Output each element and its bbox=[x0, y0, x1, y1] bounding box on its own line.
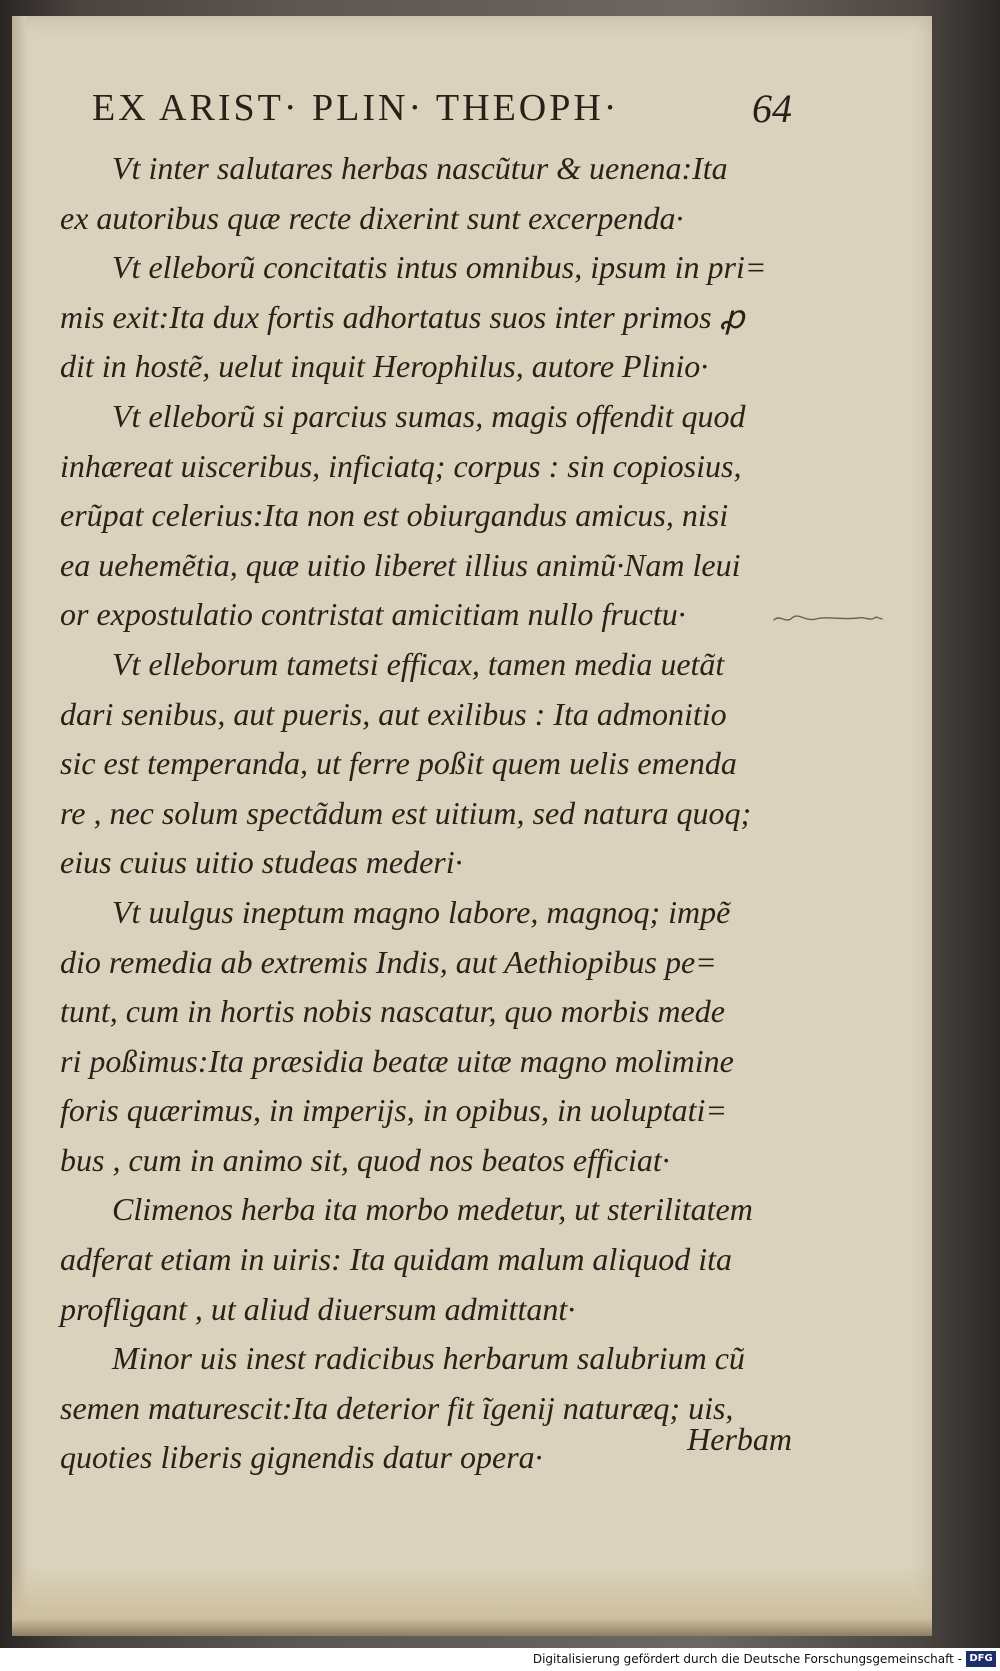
text-line: profligant , ut aliud diuersum admittant· bbox=[60, 1290, 576, 1327]
text-line: or expostulatio contristat amicitiam nullo fructu· bbox=[60, 596, 686, 633]
text-line: tunt, cum in hortis nobis nascatur, quo morbis mede bbox=[60, 993, 725, 1030]
text-line: inhæreat uisceribus, inficiatq; corpus : sin copiosius, bbox=[60, 447, 742, 484]
funding-credit: Digitalisierung gefördert durch die Deutsche Forschungsgemeinschaft - bbox=[532, 1652, 962, 1666]
text-line: erũpat celerius:Ita non est obiurgandus amicus, nisi bbox=[60, 497, 729, 534]
text-line: foris quærimus, in imperijs, in opibus, in uoluptati= bbox=[60, 1092, 727, 1129]
page-bottom-edge bbox=[12, 1566, 932, 1636]
text-line: quoties liberis gignendis datur opera· bbox=[60, 1439, 543, 1476]
text-line: dio remedia ab extremis Indis, aut Aethiopibus pe= bbox=[60, 943, 717, 980]
text-line: re , nec solum spectãdum est uitium, sed natura quoq; bbox=[60, 794, 752, 831]
book-page bbox=[12, 16, 932, 1636]
text-line: bus , cum in animo sit, quod nos beatos efficiat· bbox=[60, 1141, 670, 1178]
text-line: adferat etiam in uiris: Ita quidam malum aliquod ita bbox=[60, 1241, 732, 1278]
dfg-logo: DFG bbox=[966, 1651, 996, 1667]
text-line: ea uehemẽtia, quæ uitio liberet illius animũ·Nam leui bbox=[60, 546, 741, 583]
text-line: eius cuius uitio studeas mederi· bbox=[60, 844, 463, 881]
page-gutter-shadow bbox=[12, 16, 26, 1636]
text-line: Vt elleborum tametsi efficax, tamen media uetãt bbox=[112, 645, 725, 682]
text-line: Vt elleborũ concitatis intus omnibus, ipsum in pri= bbox=[112, 249, 767, 286]
text-line: ex autoribus quæ recte dixerint sunt excerpenda· bbox=[60, 199, 684, 236]
text-line: Vt elleborũ si parcius sumas, magis offendit quod bbox=[112, 397, 746, 434]
text-line: dit in hostẽ, uelut inquit Herophilus, autore Plinio· bbox=[60, 348, 709, 385]
catchword: Herbam bbox=[687, 1421, 792, 1457]
marginal-pen-mark bbox=[772, 610, 884, 628]
text-line: Vt uulgus ineptum magno labore, magnoq; impẽ bbox=[112, 893, 731, 930]
text-line: Climenos herba ita morbo medetur, ut sterilitatem bbox=[112, 1191, 753, 1228]
text-line: mis exit:Ita dux fortis adhortatus suos inter primos ꝓ bbox=[60, 298, 745, 335]
text-line: Minor uis inest radicibus herbarum salubrium cũ bbox=[112, 1340, 745, 1377]
text-line: semen maturescit:Ita deterior fit ĩgenij naturæq; uis, bbox=[60, 1389, 734, 1426]
text-line: ri poßimus:Ita præsidia beatæ uitæ magno molimine bbox=[60, 1042, 734, 1079]
footer-strip bbox=[0, 1648, 1000, 1671]
text-line: sic est temperanda, ut ferre poßit quem uelis emenda bbox=[60, 745, 737, 782]
text-line: dari senibus, aut pueris, aut exilibus : Ita admonitio bbox=[60, 695, 727, 732]
running-head bbox=[92, 80, 792, 136]
text-line: Vt inter salutares herbas nascũtur & uenena:Ita bbox=[112, 150, 728, 186]
running-title: EX ARIST· PLIN· THEOPH· bbox=[92, 87, 620, 129]
body-text bbox=[60, 144, 792, 1483]
page-number: 64 bbox=[752, 85, 792, 131]
